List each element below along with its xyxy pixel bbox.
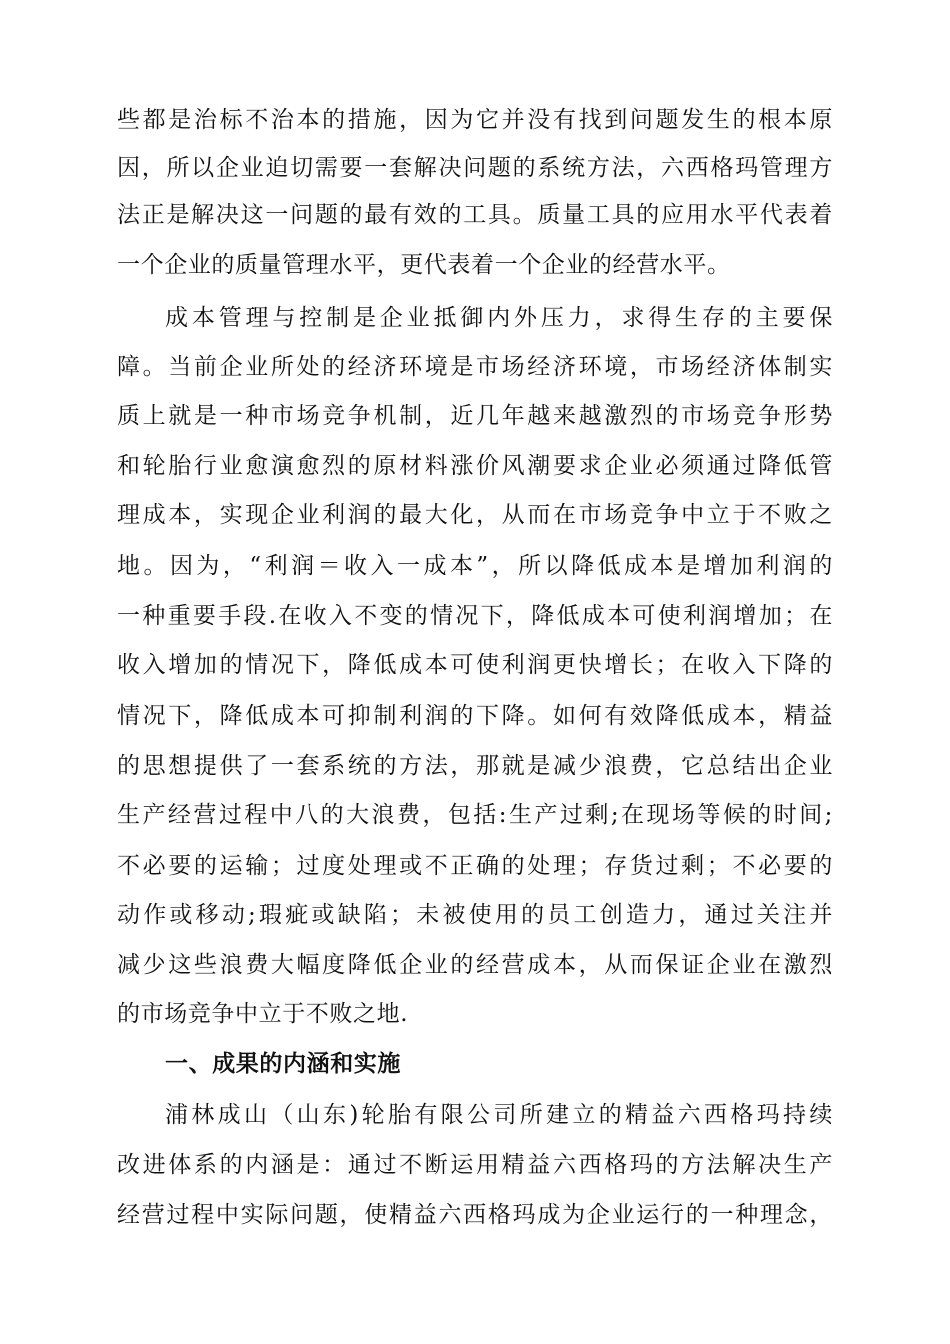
paragraph-2-line-4: 和轮胎行业愈演愈烈的原材料涨价风潮要求企业必须通过降低管 bbox=[117, 453, 833, 479]
paragraph-1-line-3: 法正是解决这一问题的最有效的工具。质量工具的应用水平代表着 bbox=[117, 202, 833, 228]
paragraph-2-line-6: 地。因为，“利润＝收入一成本”，所以降低成本是增加利润的 bbox=[117, 553, 833, 579]
paragraph-3-line-1: 浦林成山（山东)轮胎有限公司所建立的精益六西格玛持续 bbox=[165, 1102, 833, 1128]
paragraph-2-line-3: 质上就是一种市场竞争机制，近几年越来越激烈的市场竞争形势 bbox=[117, 403, 833, 429]
paragraph-2-line-12: 不必要的运输；过度处理或不正确的处理；存货过剩；不必要的 bbox=[117, 853, 833, 879]
paragraph-2-line-9: 情况下，降低成本可抑制利润的下降。如何有效降低成本，精益 bbox=[117, 703, 833, 729]
section-heading: 一、成果的内涵和实施 bbox=[165, 1051, 401, 1077]
paragraph-2-line-2: 障。当前企业所处的经济环境是市场经济环境，市场经济体制实 bbox=[117, 354, 833, 380]
paragraph-3-line-3: 经营过程中实际问题，使精益六西格玛成为企业运行的一种理念， bbox=[117, 1202, 833, 1228]
paragraph-2-line-7: 一种重要手段.在收入不变的情况下，降低成本可使利润增加；在 bbox=[117, 603, 833, 629]
paragraph-2-line-11: 生产经营过程中八的大浪费，包括:生产过剩;在现场等候的时间; bbox=[117, 802, 833, 828]
paragraph-3-line-2: 改进体系的内涵是：通过不断运用精益六西格玛的方法解决生产 bbox=[117, 1152, 833, 1178]
paragraph-2-line-13: 动作或移动;瑕疵或缺陷；未被使用的员工创造力，通过关注并 bbox=[117, 902, 833, 928]
paragraph-1-line-2: 因，所以企业迫切需要一套解决问题的系统方法，六西格玛管理方 bbox=[117, 155, 833, 181]
paragraph-2-line-5: 理成本，实现企业利润的最大化，从而在市场竞争中立于不败之 bbox=[117, 502, 833, 528]
paragraph-1-line-4: 一个企业的质量管理水平，更代表着一个企业的经营水平。 bbox=[117, 252, 731, 278]
paragraph-1-line-1: 些都是治标不治本的措施，因为它并没有找到问题发生的根本原 bbox=[117, 107, 833, 133]
paragraph-2-line-15: 的市场竞争中立于不败之地. bbox=[117, 1001, 409, 1027]
paragraph-2-line-8: 收入增加的情况下，降低成本可使利润更快增长；在收入下降的 bbox=[117, 652, 833, 678]
paragraph-2-line-14: 减少这些浪费大幅度降低企业的经营成本，从而保证企业在激烈 bbox=[117, 952, 833, 978]
paragraph-2-line-10: 的思想提供了一套系统的方法，那就是减少浪费，它总结出企业 bbox=[117, 753, 833, 779]
paragraph-2-line-1: 成本管理与控制是企业抵御内外压力，求得生存的主要保 bbox=[165, 305, 833, 331]
